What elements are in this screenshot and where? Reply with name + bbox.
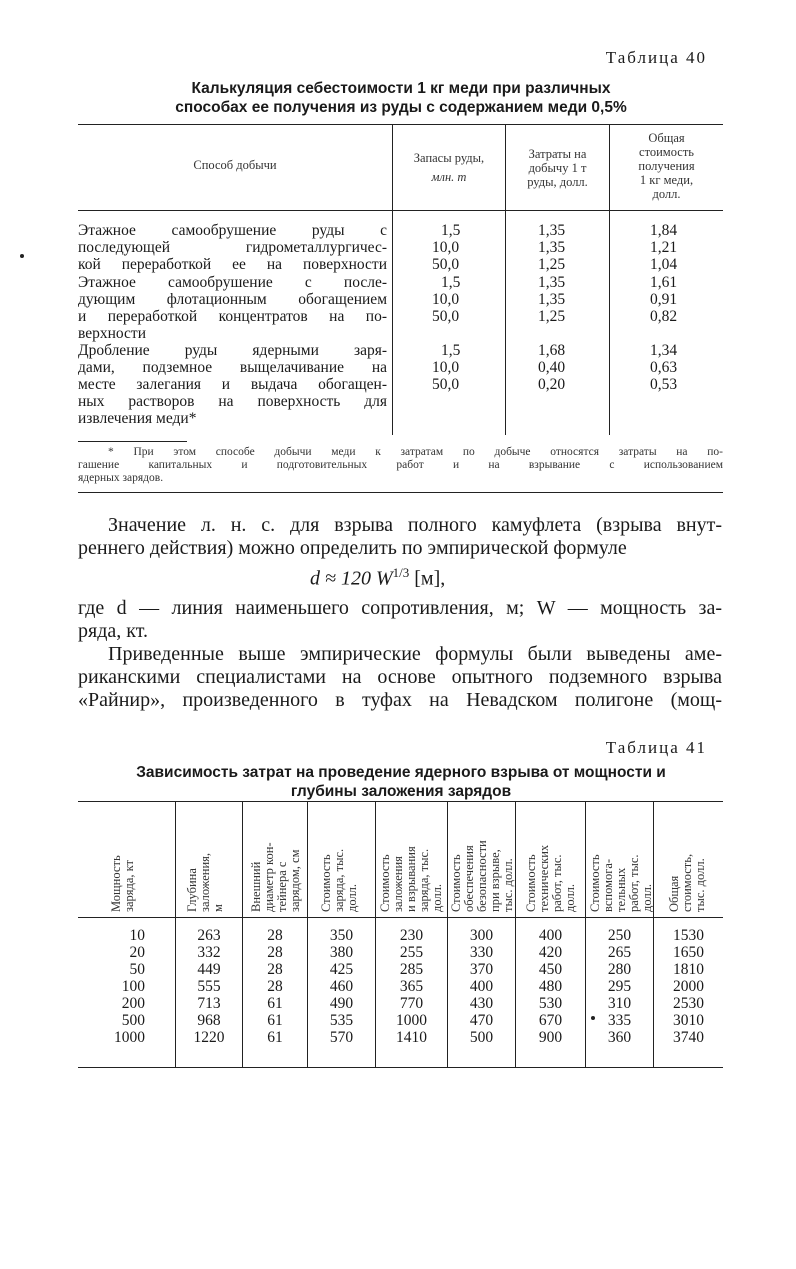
header-line: м <box>211 904 225 912</box>
cell: 420 <box>538 944 563 961</box>
header-line: заряда, кт <box>122 859 136 912</box>
formula-unit: [м], <box>409 567 446 590</box>
method-line: дующим флотационным обогащением <box>78 291 387 308</box>
cell: 3010 <box>673 1012 704 1029</box>
cell: 330 <box>469 944 494 961</box>
cell: 50,0 <box>432 256 460 273</box>
table-41-col-charge-cost <box>308 927 375 1046</box>
header-line: Стоимость <box>449 854 463 912</box>
table-41-header-total-cost <box>668 854 707 912</box>
cell: 449 <box>197 961 221 978</box>
table-40-row-reserves <box>432 274 460 325</box>
paragraph-line: риканскими специалистами на основе опытного подземного взрыва <box>78 666 722 688</box>
header-line: долл. <box>430 883 444 912</box>
table-40-footnote <box>78 446 723 485</box>
cell: 370 <box>469 961 494 978</box>
table-41-col-container-diameter <box>243 927 307 1046</box>
table-41-header-technical-cost <box>525 845 577 912</box>
header-line: тыс. долл. <box>501 858 515 912</box>
cell: 100 <box>121 978 145 995</box>
paragraph-line: Приведенные выше эмпирические формулы были выведены аме- <box>108 643 722 665</box>
method-line: дами, подземное выщелачивание на <box>78 359 387 376</box>
cell: 1000 <box>114 1029 145 1046</box>
header-line: добычу 1 т <box>528 161 587 175</box>
cell: 28 <box>267 944 283 961</box>
cell: 300 <box>469 927 494 944</box>
header-line: Внешний <box>249 861 263 912</box>
cell: 0,20 <box>538 376 566 393</box>
header-line: долл. <box>345 883 359 912</box>
cell: 0,82 <box>650 308 678 325</box>
cell: 968 <box>197 1012 221 1029</box>
table-41-header-charge-cost <box>320 849 359 912</box>
cell: 770 <box>399 995 424 1012</box>
table-41-number: Таблица 41 <box>605 738 707 757</box>
cell: 50,0 <box>432 308 460 325</box>
cell: 530 <box>538 995 563 1012</box>
table-41-col-emplacement-cost <box>376 927 447 1046</box>
cell: 900 <box>538 1029 563 1046</box>
cell: 10,0 <box>432 291 460 308</box>
method-line: ных растворов на поверхность для <box>78 393 387 410</box>
header-line: млн. т <box>431 170 467 184</box>
header-line: тельных <box>614 867 628 912</box>
cell: 10 <box>129 927 145 944</box>
cell: 3740 <box>673 1029 704 1046</box>
header-line: долл. <box>563 883 577 912</box>
table-41-header-depth <box>186 853 225 912</box>
header-line: Стоимость <box>378 854 392 912</box>
cell: 1,5 <box>441 342 461 359</box>
header-line: руды, долл. <box>527 175 588 189</box>
header-line: работ, тыс. <box>627 854 641 912</box>
cell: 480 <box>538 978 563 995</box>
cell: 1,5 <box>441 274 461 291</box>
table-40-row-total-cost <box>650 342 677 393</box>
header-line: обеспечения <box>462 845 476 912</box>
cell: 400 <box>469 978 494 995</box>
method-line: извлечения меди* <box>78 410 197 427</box>
header-line: Стоимость <box>524 854 538 912</box>
cell: 250 <box>607 927 632 944</box>
cell: 1,5 <box>441 222 461 239</box>
cell: 0,63 <box>650 359 678 376</box>
header-line: зарядом, см <box>288 849 302 912</box>
header-line: получения <box>638 159 695 173</box>
formula <box>310 565 445 591</box>
cell: 1,35 <box>538 222 566 239</box>
margin-dot <box>591 1016 595 1020</box>
table-40-row-method <box>78 274 387 342</box>
cell: 295 <box>607 978 632 995</box>
header-line: Стоимость <box>588 854 602 912</box>
method-line: кой переработкой ее на поверхности <box>78 256 387 273</box>
cell: 470 <box>469 1012 494 1029</box>
footnote-line: гашение капитальных и подготовительных работ и на взрывание с использованием <box>78 459 723 471</box>
table-41-col-depth <box>176 927 242 1046</box>
table-40-header-rule <box>78 210 723 211</box>
cell: 50,0 <box>432 376 460 393</box>
header-line: заложения <box>391 856 405 912</box>
header-line: вспомога- <box>601 858 615 912</box>
cell: 0,91 <box>650 291 678 308</box>
cell: 1,25 <box>538 256 566 273</box>
header-line: и взрывания <box>404 846 418 912</box>
cell: 350 <box>329 927 354 944</box>
cell: 28 <box>267 927 283 944</box>
method-line: Этажное самообрушение с после- <box>78 274 387 291</box>
cell: 450 <box>538 961 563 978</box>
header-line: заложения, <box>198 852 212 912</box>
cell: 28 <box>267 961 283 978</box>
table-41-header-power <box>110 855 136 912</box>
table-40-title <box>78 79 724 117</box>
table-40-row-method <box>78 342 387 427</box>
paragraph-line: «Райнир», произведенного в туфах на Невадском полигоне (мощ- <box>78 689 722 711</box>
cell: 460 <box>329 978 354 995</box>
cell: 535 <box>329 1012 354 1029</box>
table-40-row-mining-cost <box>538 274 565 325</box>
table-40-bottom-rule <box>78 492 723 493</box>
header-line: Общая <box>667 875 681 912</box>
table-40-top-rule <box>78 124 723 125</box>
cell: 1410 <box>396 1029 427 1046</box>
cell: 555 <box>197 978 221 995</box>
cell: 1,61 <box>650 274 678 291</box>
header-line: тейнера с <box>275 861 289 912</box>
method-line: Дробление руды ядерными заря- <box>78 342 387 359</box>
cell: 500 <box>469 1029 494 1046</box>
footnote-rule <box>78 441 187 442</box>
table-41-header-auxiliary-cost <box>589 854 654 912</box>
header-line: долл. <box>640 883 654 912</box>
cell: 1530 <box>673 927 704 944</box>
header-line: диаметр кон- <box>262 842 276 912</box>
cell: 0,53 <box>650 376 678 393</box>
cell: 50 <box>129 961 145 978</box>
header-line: безопасности <box>475 840 489 912</box>
cell: 1,35 <box>538 291 566 308</box>
paragraph-line: ряда, кт. <box>78 620 148 642</box>
paragraph-line: Значение л. н. с. для взрыва полного камуфлета (взрыва внут- <box>108 514 722 536</box>
margin-dot <box>20 254 24 258</box>
cell: 1,35 <box>538 239 566 256</box>
cell: 263 <box>197 927 221 944</box>
paragraph <box>78 597 722 643</box>
table-41-col-technical-cost <box>516 927 585 1046</box>
cell: 61 <box>267 995 283 1012</box>
table-41-title-line: Зависимость затрат на проведение ядерного взрыва от мощности и <box>136 764 666 781</box>
cell: 425 <box>329 961 354 978</box>
cell: 1,84 <box>650 222 678 239</box>
header-line: стоимость, <box>680 853 694 912</box>
header-line: заряда, тыс. <box>332 848 346 912</box>
footnote-line: ядерных зарядов. <box>78 472 164 484</box>
table-41-title <box>78 763 724 801</box>
paragraph <box>78 514 722 560</box>
header-line: стоимость <box>639 145 694 159</box>
cell: 28 <box>267 978 283 995</box>
paragraph-line: реннего действия) можно определить по эмпирической формуле <box>78 537 627 559</box>
cell: 1650 <box>673 944 704 961</box>
table-40-header-mining-cost <box>506 147 609 189</box>
cell: 0,40 <box>538 359 566 376</box>
header-line: технических <box>537 844 551 912</box>
paragraph <box>78 643 722 712</box>
table-40-row-reserves <box>432 222 460 273</box>
paragraph-line: где d — линия наименьшего сопротивления, м; W — мощность за- <box>78 597 722 619</box>
header-line: Глубина <box>185 868 199 912</box>
table-40-title-line: Калькуляция себестоимости 1 кг меди при различных <box>191 80 611 97</box>
table-40-row-method <box>78 222 387 273</box>
cell: 2000 <box>673 978 704 995</box>
cell: 1,25 <box>538 308 566 325</box>
header-line: 1 кг меди, <box>639 173 694 187</box>
cell: 61 <box>267 1012 283 1029</box>
cell: 10,0 <box>432 359 460 376</box>
header-line: заряда, тыс. <box>417 848 431 912</box>
table-41-header-container-diameter <box>250 842 302 912</box>
cell: 1,68 <box>538 342 566 359</box>
table-41-title-line: глубины заложения зарядов <box>290 783 512 800</box>
formula-main: d ≈ 120 W <box>310 567 393 590</box>
cell: 570 <box>329 1029 354 1046</box>
table-40-title-line: способах ее получения из руды с содержанием меди 0,5% <box>175 99 627 116</box>
header-line: Общая <box>648 131 685 145</box>
cell: 430 <box>469 995 494 1012</box>
method-line: и переработкой концентратов на по- <box>78 308 387 325</box>
table-40-number: Таблица 40 <box>605 48 707 67</box>
method-line: последующей гидрометаллургичес- <box>78 239 387 256</box>
cell: 20 <box>129 944 145 961</box>
cell: 713 <box>197 995 221 1012</box>
cell: 1,34 <box>650 342 678 359</box>
table-40-row-mining-cost <box>538 222 565 273</box>
cell: 61 <box>267 1029 283 1046</box>
table-41-col-total-cost <box>654 927 723 1046</box>
method-line: месте залегания и выдача обогащен- <box>78 376 387 393</box>
cell: 400 <box>538 927 563 944</box>
cell: 2530 <box>673 995 704 1012</box>
cell: 1220 <box>193 1029 225 1046</box>
cell: 670 <box>538 1012 563 1029</box>
footnote-line: * При этом способе добычи меди к затратам по добыче относятся затраты на по- <box>108 446 723 458</box>
table-41-col-power <box>78 927 175 1046</box>
method-line: Этажное самообрушение руды с <box>78 222 387 239</box>
table-40-header-total-cost <box>610 131 723 201</box>
table-40-header-reserves <box>393 149 505 187</box>
cell: 490 <box>329 995 354 1012</box>
table-41-bottom-rule <box>78 1067 723 1068</box>
cell: 1000 <box>396 1012 427 1029</box>
header-line: при взрыве, <box>488 849 502 912</box>
cell: 310 <box>607 995 632 1012</box>
cell: 200 <box>121 995 145 1012</box>
table-41-header-emplacement-cost <box>379 846 444 912</box>
cell: 255 <box>399 944 424 961</box>
header-line: Затраты на <box>528 147 587 161</box>
formula-exponent: 1/3 <box>392 565 410 580</box>
header-line: Запасы руды, <box>413 151 485 165</box>
cell: 365 <box>399 978 424 995</box>
header-line: Мощность <box>109 855 123 912</box>
cell: 335 <box>607 1012 632 1029</box>
cell: 1,35 <box>538 274 566 291</box>
table-41-col-safety-cost <box>448 927 515 1046</box>
cell: 230 <box>399 927 424 944</box>
cell: 360 <box>607 1029 632 1046</box>
cell: 1,04 <box>650 256 678 273</box>
header-line: работ, тыс. <box>550 854 564 912</box>
cell: 500 <box>121 1012 145 1029</box>
table-40-row-mining-cost <box>538 342 565 393</box>
table-40-row-total-cost <box>650 222 677 273</box>
method-line: верхности <box>78 325 146 342</box>
header-line: Стоимость <box>319 854 333 912</box>
header-line: долл. <box>652 187 681 201</box>
cell: 380 <box>329 944 354 961</box>
table-40-row-total-cost <box>650 274 677 325</box>
cell: 10,0 <box>432 239 460 256</box>
cell: 285 <box>399 961 424 978</box>
table-40-row-reserves <box>432 342 460 393</box>
table-41-header-safety-cost <box>450 840 515 912</box>
cell: 1810 <box>673 961 704 978</box>
header-line: тыс. долл. <box>693 858 707 912</box>
cell: 265 <box>607 944 632 961</box>
table-40-header-method: Способ добычи <box>193 158 277 172</box>
cell: 280 <box>607 961 632 978</box>
table-41-col-auxiliary-cost <box>586 927 653 1046</box>
cell: 1,21 <box>650 239 678 256</box>
cell: 332 <box>197 944 221 961</box>
